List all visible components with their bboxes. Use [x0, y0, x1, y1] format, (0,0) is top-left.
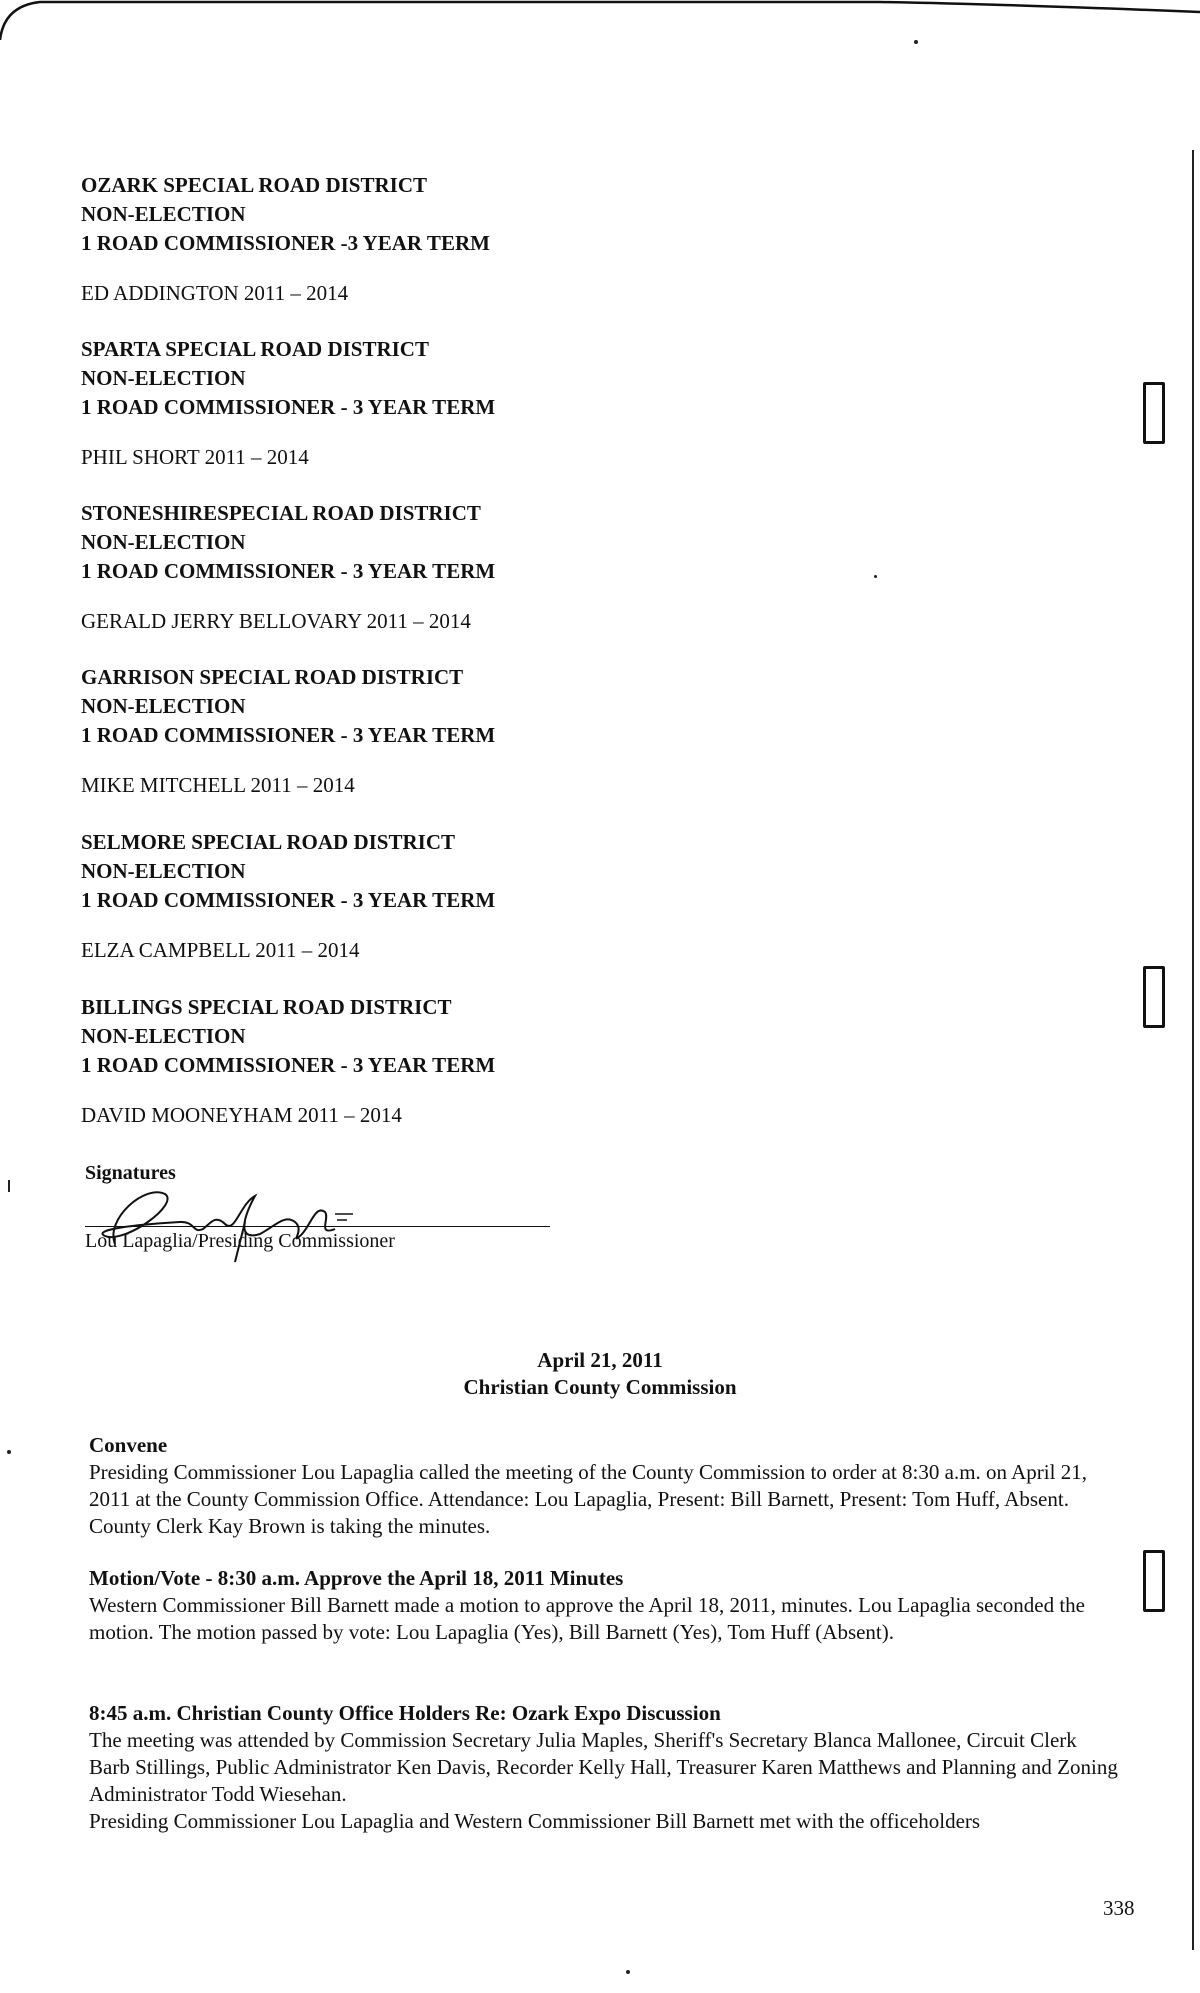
signature-block: [85, 1160, 565, 1266]
section-text: The meeting was attended by Commission Secretary Julia Maples, Sheriff's Secretary Blanca Mallonee, Circuit Clerk Barb Stillings, Public Administrator Ken Davis, Recorder Kelly Hall, Treasurer Karen Matthews and Planning and Zoning Administrator Todd Wiesehan.: [89, 1728, 1118, 1806]
district-name: OZARK SPECIAL ROAD DISTRICT: [81, 173, 427, 197]
district-type: NON-ELECTION: [81, 694, 246, 718]
signatures-title: Signatures: [85, 1162, 176, 1184]
binder-hole-mark: [1143, 1550, 1165, 1612]
district-commissioner: GERALD JERRY BELLOVARY 2011 – 2014: [81, 609, 471, 633]
district-type: NON-ELECTION: [81, 1024, 246, 1048]
section-text-continued: Presiding Commissioner Lou Lapaglia and Western Commissioner Bill Barnett met with the officeholders: [89, 1809, 981, 1833]
district-stoneshire: [81, 499, 781, 636]
district-commissioner: PHIL SHORT 2011 – 2014: [81, 445, 309, 469]
section-heading: 8:45 a.m. Christian County Office Holders Re: Ozark Expo Discussion: [89, 1701, 721, 1725]
district-garrison: [81, 663, 781, 800]
district-term: 1 ROAD COMMISSIONER -3 YEAR TERM: [81, 231, 490, 255]
section-ozark-expo: [89, 1700, 1119, 1835]
district-commissioner: MIKE MITCHELL 2011 – 2014: [81, 773, 355, 797]
district-term: 1 ROAD COMMISSIONER - 3 YEAR TERM: [81, 559, 496, 583]
district-term: 1 ROAD COMMISSIONER - 3 YEAR TERM: [81, 888, 496, 912]
district-commissioner: DAVID MOONEYHAM 2011 – 2014: [81, 1103, 402, 1127]
section-motion-vote: [89, 1565, 1119, 1646]
district-type: NON-ELECTION: [81, 530, 246, 554]
district-term: 1 ROAD COMMISSIONER - 3 YEAR TERM: [81, 395, 496, 419]
scan-edge-artifact: [0, 0, 1200, 40]
section-heading: Convene: [89, 1433, 168, 1457]
district-selmore: [81, 828, 781, 965]
district-term: 1 ROAD COMMISSIONER - 3 YEAR TERM: [81, 1053, 496, 1077]
binder-hole-mark: [1143, 382, 1165, 444]
district-name: GARRISON SPECIAL ROAD DISTRICT: [81, 665, 464, 689]
district-billings: [81, 993, 781, 1130]
page-number: 338: [1103, 1896, 1135, 1920]
district-ozark: [81, 171, 781, 308]
meeting-date: April 21, 2011: [537, 1348, 663, 1372]
section-convene: [89, 1432, 1119, 1540]
section-text: Presiding Commissioner Lou Lapaglia called the meeting of the County Commission to order at 8:30 a.m. on April 21, 2011 at the County Commission Office. Attendance: Lou Lapaglia, Present: Bill Barnett, Present: Tom Huff, Absent. County Clerk Kay Brown is taking the minutes.: [89, 1460, 1087, 1538]
district-sparta: [81, 335, 781, 472]
district-name: STONESHIRESPECIAL ROAD DISTRICT: [81, 501, 481, 525]
signature-area: [85, 1186, 565, 1266]
section-text: Western Commissioner Bill Barnett made a motion to approve the April 18, 2011, minutes. Lou Lapaglia seconded the motion. The motion passed by vote: Lou Lapaglia (Yes), Bill Barnett (Yes), Tom Huff (Absent).: [89, 1593, 1085, 1644]
scan-speck: [8, 1180, 10, 1192]
district-name: SELMORE SPECIAL ROAD DISTRICT: [81, 830, 456, 854]
scan-speck: [7, 1450, 11, 1454]
scan-speck: [874, 575, 877, 578]
scan-speck: [626, 1970, 630, 1974]
district-name: SPARTA SPECIAL ROAD DISTRICT: [81, 337, 429, 361]
district-name: BILLINGS SPECIAL ROAD DISTRICT: [81, 995, 452, 1019]
district-type: NON-ELECTION: [81, 202, 246, 226]
binder-hole-mark: [1143, 966, 1165, 1028]
signature-line: [85, 1226, 550, 1227]
district-commissioner: ED ADDINGTON 2011 – 2014: [81, 281, 349, 305]
district-type: NON-ELECTION: [81, 366, 246, 390]
district-commissioner: ELZA CAMPBELL 2011 – 2014: [81, 938, 360, 962]
district-type: NON-ELECTION: [81, 859, 246, 883]
scan-right-edge: [1192, 150, 1194, 1950]
district-term: 1 ROAD COMMISSIONER - 3 YEAR TERM: [81, 723, 496, 747]
meeting-body: Christian County Commission: [463, 1375, 737, 1399]
signature-caption: Lou Lapaglia/Presiding Commissioner: [85, 1230, 395, 1252]
section-heading: Motion/Vote - 8:30 a.m. Approve the April 18, 2011 Minutes: [89, 1566, 624, 1590]
scan-speck: [914, 40, 918, 44]
